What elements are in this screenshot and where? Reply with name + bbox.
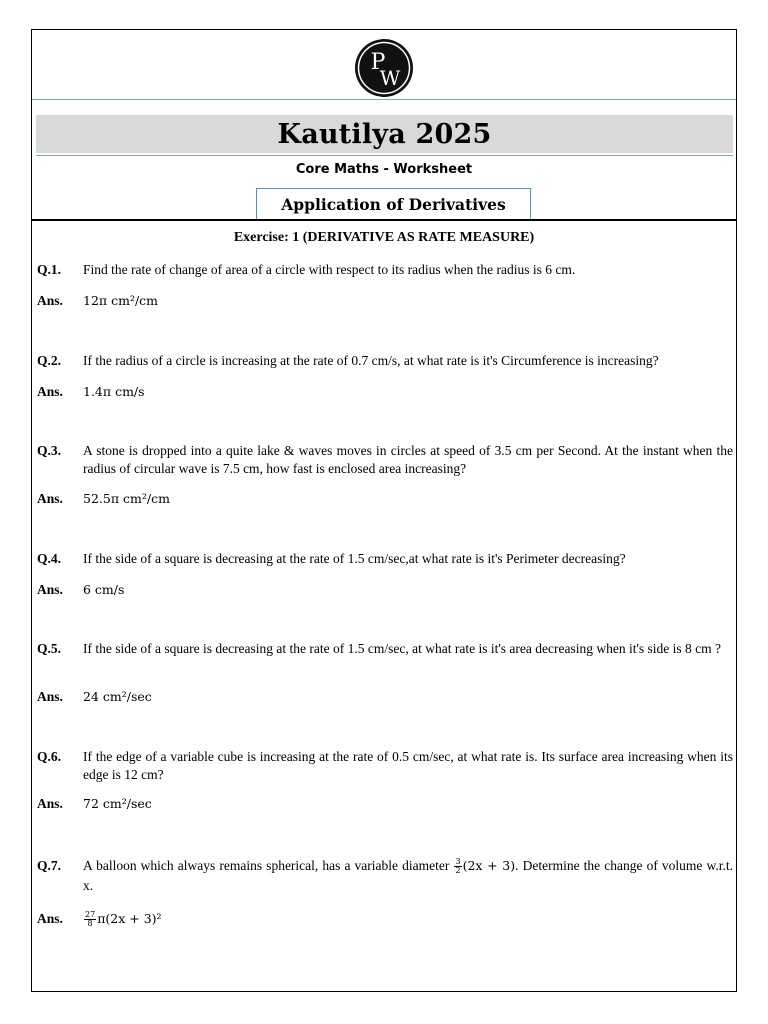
answer-label: Ans. <box>37 491 63 506</box>
answer-label: Ans. <box>37 689 63 704</box>
answer-7 <box>37 910 733 928</box>
question-3 <box>37 442 733 477</box>
answer-text: 72 cm²/sec <box>83 796 152 811</box>
answer-text: 12π cm²/cm <box>83 293 159 308</box>
question-text: If the side of a square is decreasing at the rate of 1.5 cm/sec,at what rate is it's Perimeter decreasing? <box>83 551 626 566</box>
answer-text <box>83 910 733 928</box>
question-label: Q.5. <box>37 641 62 656</box>
question-text: Find the rate of change of area of a circle with respect to its radius when the radius is 6 cm. <box>83 262 576 277</box>
answer-label: Ans. <box>37 582 63 597</box>
question-text <box>83 856 733 896</box>
answer-label: Ans. <box>37 384 63 399</box>
answer-text: 1.4π cm/s <box>83 384 145 399</box>
answer-1 <box>37 292 733 310</box>
question-text: If the radius of a circle is increasing at the rate of 0.7 cm/s, at what rate is it's Circumference is increasing? <box>83 353 659 368</box>
answer-6 <box>37 795 733 813</box>
question-text-part: . Determine the change of volume w.r.t. x. <box>83 858 734 893</box>
answer-3 <box>37 490 733 508</box>
question-6 <box>37 748 733 783</box>
topic-title: Application of Derivatives <box>256 188 531 221</box>
fraction-numerator: 3 <box>455 857 461 867</box>
question-text: If the edge of a variable cube is increasing at the rate of 0.5 cm/sec, at what rate is. Its surface area increasing when its edge is 12 cm? <box>83 749 733 782</box>
answer-text: 24 cm²/sec <box>83 689 152 704</box>
answer-text: 6 cm/s <box>83 582 125 597</box>
fraction <box>84 911 96 928</box>
answer-label: Ans. <box>37 911 63 926</box>
question-label: Q.2. <box>37 353 62 368</box>
answer-2 <box>37 383 733 401</box>
answer-label: Ans. <box>37 796 63 811</box>
question-label: Q.1. <box>37 262 62 277</box>
answer-5 <box>37 688 733 706</box>
question-5 <box>37 640 733 658</box>
section-divider <box>31 219 737 221</box>
fraction-denominator: 8 <box>87 919 93 928</box>
exercise-heading: Exercise: 1 (DERIVATIVE AS RATE MEASURE) <box>233 230 535 245</box>
svg-text:W: W <box>379 66 401 90</box>
worksheet-page <box>31 29 737 992</box>
worksheet-subtitle: Core Maths - Worksheet <box>295 162 473 177</box>
question-1 <box>37 261 733 279</box>
question-label: Q.4. <box>37 551 62 566</box>
svg-text:P: P <box>370 50 386 75</box>
fraction <box>454 858 461 875</box>
answer-4 <box>37 581 733 599</box>
question-7 <box>37 856 733 896</box>
math-expression: π(2x + 3)² <box>97 911 162 926</box>
question-text: A stone is dropped into a quite lake & waves moves in circles at speed of 3.5 cm per Second. At the instant when the radius of circular wave is 7.5 cm, how fast is enclosed area increasing? <box>83 443 733 476</box>
page-title: Kautilya 2025 <box>36 115 733 153</box>
question-label: Q.6. <box>37 749 62 764</box>
question-label: Q.3. <box>37 443 62 458</box>
answer-text: 52.5π cm²/cm <box>83 491 170 506</box>
question-2 <box>37 352 733 370</box>
header-divider <box>32 99 736 100</box>
fraction-numerator: 27 <box>85 910 96 919</box>
question-4 <box>37 550 733 568</box>
fraction-denominator: 2 <box>455 866 461 876</box>
question-text-part: A balloon which always remains spherical, has a variable diameter <box>83 858 450 873</box>
math-expression: (2x + 3) <box>462 858 516 873</box>
pw-logo <box>354 38 414 98</box>
question-text: If the side of a square is decreasing at the rate of 1.5 cm/sec, at what rate is it's area decreasing when it's side is 8 cm ? <box>83 641 722 656</box>
answer-label: Ans. <box>37 293 63 308</box>
title-underline <box>36 155 733 156</box>
question-label: Q.7. <box>37 858 62 873</box>
